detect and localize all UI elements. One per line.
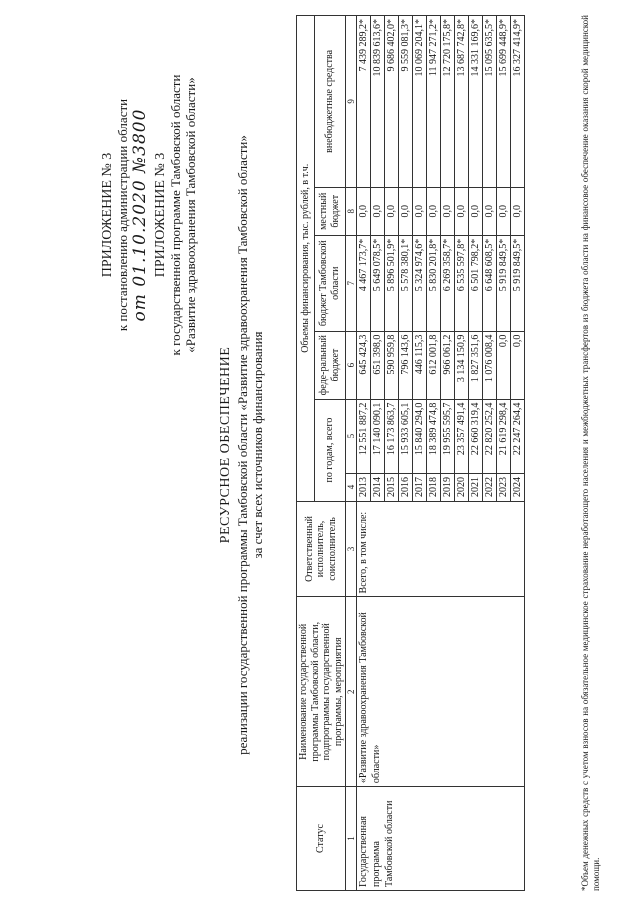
year-cell: 2023 <box>497 473 511 501</box>
program-name-cell: «Развитие здравоохранения Тамбовской области» <box>357 597 525 787</box>
federal-cell: 0,0 <box>497 331 511 399</box>
appendix-label-2: ПРИЛОЖЕНИЕ № 3 <box>152 152 168 278</box>
local-cell: 0,0 <box>371 187 385 235</box>
regional-cell: 5 896 501,9* <box>385 235 399 331</box>
total-cell: 21 619 298,4 <box>497 399 511 473</box>
regional-cell: 6 269 358,7* <box>441 235 455 331</box>
federal-cell: 796 143,6 <box>399 331 413 399</box>
table-row <box>357 16 371 891</box>
regional-cell: 6 501 798,2* <box>469 235 483 331</box>
total-cell: 15 933 605,1 <box>399 399 413 473</box>
federal-cell: 590 959,8 <box>385 331 399 399</box>
local-cell: 0,0 <box>357 187 371 235</box>
regional-cell: 4 467 173,7* <box>357 235 371 331</box>
index-cell: 8 <box>346 187 357 235</box>
regional-cell: 5 830 201,8* <box>427 235 441 331</box>
year-cell: 2022 <box>483 473 497 501</box>
appendix-header <box>100 25 199 405</box>
local-cell: 0,0 <box>399 187 413 235</box>
resolution-reference: к постановлению администрации области <box>115 98 131 332</box>
local-cell: 0,0 <box>413 187 427 235</box>
extrabudget-cell: 9 686 402,0* <box>385 16 399 188</box>
federal-cell: 966 061,2 <box>441 331 455 399</box>
title-sources: за счет всех источников финансирования <box>250 331 266 559</box>
header-funding-group: Объемы финансирования, тыс. рублей, в т.ч. <box>297 16 315 502</box>
year-cell: 2015 <box>385 473 399 501</box>
regional-cell: 5 919 849,5* <box>497 235 511 331</box>
extrabudget-cell: 11 947 271,2* <box>427 16 441 188</box>
federal-cell: 1 827 351,6 <box>469 331 483 399</box>
extrabudget-cell: 14 331 169,6* <box>469 16 483 188</box>
local-cell: 0,0 <box>511 187 525 235</box>
header-local: местный бюджет <box>314 187 345 235</box>
extrabudget-cell: 10 069 204,1* <box>413 16 427 188</box>
regional-cell: 5 324 974,6* <box>413 235 427 331</box>
total-cell: 22 820 252,4 <box>483 399 497 473</box>
total-cell: 18 389 474,8 <box>427 399 441 473</box>
title-subtitle: реализации государственной программы Тамбовской области «Развитие здравоохранения Тамбовской области» <box>234 135 250 755</box>
federal-cell: 612 001,8 <box>427 331 441 399</box>
year-cell: 2016 <box>399 473 413 501</box>
federal-cell: 651 398,0 <box>371 331 385 399</box>
extrabudget-cell: 7 439 289,2* <box>357 16 371 188</box>
extrabudget-cell: 16 327 414,9* <box>511 16 525 188</box>
footnote: *Объем денежных средств с учетом взносов на обязательное медицинское страхование неработающего населения и межбюджетных трансфертов из бюджета области на финансовое обеспечение оказания скорой медицинской помощи. <box>580 15 602 891</box>
local-cell: 0,0 <box>441 187 455 235</box>
executor-cell: Всего, в том числе: <box>357 501 525 597</box>
year-cell: 2019 <box>441 473 455 501</box>
regional-cell: 6 648 608,5* <box>483 235 497 331</box>
total-cell: 22 660 319,4 <box>469 399 483 473</box>
document-title <box>218 45 266 845</box>
funding-table <box>296 15 525 891</box>
total-cell: 23 357 491,4 <box>455 399 469 473</box>
total-cell: 17 140 090,1 <box>371 399 385 473</box>
federal-cell: 1 076 008,4 <box>483 331 497 399</box>
extrabudget-cell: 10 839 613,6* <box>371 16 385 188</box>
local-cell: 0,0 <box>483 187 497 235</box>
total-cell: 22 247 264,4 <box>511 399 525 473</box>
funding-table-body <box>357 16 525 891</box>
regional-cell: 6 535 597,8* <box>455 235 469 331</box>
header-extrabudget: внебюджетные средства <box>314 16 345 188</box>
federal-cell: 3 134 150,9 <box>455 331 469 399</box>
year-cell: 2018 <box>427 473 441 501</box>
status-cell: Государственная программа Тамбовской области <box>357 787 525 891</box>
total-cell: 15 840 294,0 <box>413 399 427 473</box>
handwritten-date-number: от 01.10.2020 №3800 <box>130 108 151 322</box>
extrabudget-cell: 9 559 081,3* <box>399 16 413 188</box>
header-total: по годам, всего <box>314 399 345 501</box>
regional-cell: 5 919 849,5* <box>511 235 525 331</box>
header-status: Статус <box>297 787 346 891</box>
regional-cell: 5 649 078,5* <box>371 235 385 331</box>
index-cell: 9 <box>346 16 357 188</box>
index-cell: 6 <box>346 331 357 399</box>
header-executor: Ответственный исполнитель, соисполнитель <box>297 501 346 597</box>
year-cell: 2020 <box>455 473 469 501</box>
program-reference: к государственной программе Тамбовской области <box>167 74 183 356</box>
local-cell: 0,0 <box>497 187 511 235</box>
index-cell: 2 <box>346 597 357 787</box>
total-cell: 12 551 887,2 <box>357 399 371 473</box>
extrabudget-cell: 13 687 742,8* <box>455 16 469 188</box>
header-federal: феде-ральный бюджет <box>314 331 345 399</box>
local-cell: 0,0 <box>427 187 441 235</box>
year-cell: 2013 <box>357 473 371 501</box>
index-cell: 7 <box>346 235 357 331</box>
local-cell: 0,0 <box>469 187 483 235</box>
federal-cell: 645 424,3 <box>357 331 371 399</box>
title-main: РЕСУРСНОЕ ОБЕСПЕЧЕНИЕ <box>218 346 233 544</box>
header-regional: бюджет Тамбовской области <box>314 235 345 331</box>
year-cell: 2014 <box>371 473 385 501</box>
index-cell: 1 <box>346 787 357 891</box>
index-cell: 3 <box>346 501 357 597</box>
total-cell: 16 173 863,7 <box>385 399 399 473</box>
index-cell: 5 <box>346 399 357 473</box>
program-name: «Развитие здравоохранения Тамбовской области» <box>182 77 198 353</box>
total-cell: 19 955 595,7 <box>441 399 455 473</box>
local-cell: 0,0 <box>455 187 469 235</box>
year-cell: 2017 <box>413 473 427 501</box>
extrabudget-cell: 15 095 635,5* <box>483 16 497 188</box>
federal-cell: 0,0 <box>511 331 525 399</box>
header-name: Наименование государственной программы Тамбовской области, подпрограммы государственной программы, мероприятия <box>297 597 346 787</box>
appendix-label: ПРИЛОЖЕНИЕ № 3 <box>100 152 115 278</box>
extrabudget-cell: 12 720 175,8* <box>441 16 455 188</box>
year-cell: 2021 <box>469 473 483 501</box>
index-cell: 4 <box>346 473 357 501</box>
extrabudget-cell: 15 699 448,9* <box>497 16 511 188</box>
year-cell: 2024 <box>511 473 525 501</box>
federal-cell: 446 115,3 <box>413 331 427 399</box>
local-cell: 0,0 <box>385 187 399 235</box>
regional-cell: 5 578 380,1* <box>399 235 413 331</box>
